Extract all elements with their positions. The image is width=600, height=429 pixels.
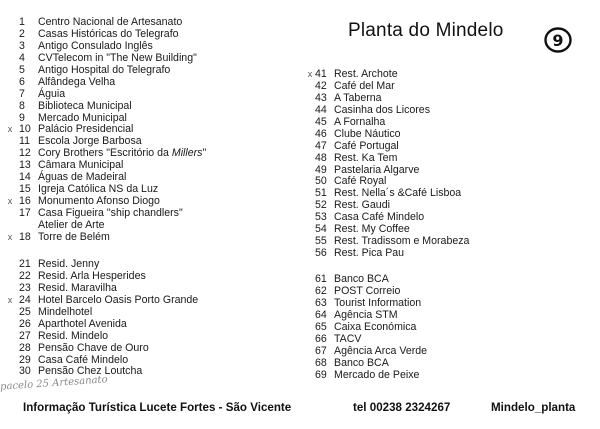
- checkmark-icon: x: [307, 69, 313, 79]
- legend-item-text: Atelier de Arte: [38, 218, 105, 231]
- legend-item-text: Pensão Chez Loutcha: [38, 365, 143, 378]
- legend-item-number: 17: [19, 207, 31, 219]
- legend-item-text: Tourist Information: [334, 296, 422, 309]
- legend-item-number: 12: [19, 147, 31, 160]
- legend-item-number: 49: [315, 163, 327, 176]
- legend-item-number: 41: [315, 68, 327, 80]
- circled-page-number: [544, 27, 572, 53]
- checkmark-icon: x: [7, 196, 13, 207]
- legend-item-number: 4: [19, 51, 25, 64]
- legend-item-number: 23: [19, 281, 31, 294]
- legend-item-text: Pastelaria Algarve: [334, 163, 420, 176]
- page-number: 9: [552, 31, 564, 50]
- legend-item-text: Café Portugal: [334, 139, 399, 152]
- handwritten-note: pacelo 25 Artesanato: [0, 374, 108, 393]
- legend-item-text: Casas Históricas do Telegrafo: [38, 27, 179, 40]
- legend-item-number: 69: [315, 368, 327, 381]
- legend-item-text: Caixa Económica: [334, 320, 417, 333]
- legend-item-emphasis: Millers: [171, 147, 203, 160]
- legend-item-text: Câmara Municipal: [38, 159, 124, 172]
- legend-item-text: Mindelhotel: [38, 305, 93, 318]
- legend-item-text: Rest. Archote: [334, 68, 398, 80]
- legend-item-number: 55: [315, 235, 327, 248]
- legend-item-number: 43: [315, 91, 327, 104]
- legend-item-text: Biblioteca Municipal: [38, 99, 132, 112]
- legend-item-text: Hotel Barcelo Oasis Porto Grande: [38, 293, 199, 306]
- legend-item-text: Aparthotel Avenida: [38, 317, 127, 330]
- legend-item-text: Águia: [38, 87, 66, 100]
- legend-item-number: 61: [315, 273, 327, 285]
- legend-item-text: Antigo Hospital do Telegrafo: [38, 63, 171, 76]
- legend-item-text: Mercado de Peixe: [334, 368, 420, 381]
- legend-item-text: Rest. Pica Pau: [334, 247, 405, 260]
- legend-item-number: 18: [19, 230, 31, 243]
- legend-item-number: 54: [315, 223, 327, 236]
- legend-item-text: Palácio Presidencial: [38, 123, 134, 136]
- legend-item-number: 11: [19, 135, 30, 148]
- legend-item-number: 8: [19, 99, 25, 112]
- checkmark-icon: x: [7, 231, 13, 242]
- legend-item-number: 2: [19, 27, 25, 40]
- legend-item-number: 22: [19, 269, 31, 282]
- legend-item-text: A Fornalha: [334, 115, 386, 128]
- legend-item-number: 3: [19, 39, 25, 52]
- legend-item-number: 26: [19, 317, 31, 330]
- legend-item-text: POST Correio: [334, 284, 401, 297]
- legend-item-number: 5: [19, 63, 25, 76]
- legend-item-number: 13: [19, 159, 31, 172]
- legend-item-number: 65: [315, 320, 327, 333]
- legend-item-text: Casa Café Mindelo: [38, 353, 129, 366]
- legend-item-text: Banco BCA: [334, 273, 389, 285]
- legend-item-number: 67: [315, 344, 327, 357]
- legend-item-number: 42: [315, 79, 327, 92]
- legend-item-number: 30: [19, 365, 31, 378]
- legend-item-number: 66: [315, 332, 327, 345]
- legend-item-number: 68: [315, 356, 327, 369]
- legend-item-text: Café Royal: [334, 175, 387, 188]
- footer-phone: tel 00238 2324267: [353, 401, 451, 414]
- legend-item-number: 63: [315, 296, 327, 309]
- legend-item-number: 16: [19, 195, 31, 208]
- legend-item-number: 25: [19, 305, 31, 318]
- legend-item-text: Rest. Ka Tem: [334, 151, 398, 164]
- legend-item-text: Torre de Belém: [38, 230, 110, 243]
- legend-item-text: Resid. Jenny: [38, 258, 100, 270]
- legend-item-text: Agência Arca Verde: [334, 344, 428, 357]
- legend-item-number: 10: [19, 123, 31, 136]
- checkmark-icon: x: [7, 294, 13, 305]
- legend-item-number: 28: [19, 341, 31, 354]
- legend-item-text: Clube Náutico: [334, 127, 401, 140]
- legend-item-text: Escola Jorge Barbosa: [38, 135, 142, 148]
- legend-item-number: 27: [19, 329, 31, 342]
- legend-item-text: Café del Mar: [334, 79, 395, 92]
- legend-item-text: Rest. Gaudi: [334, 199, 390, 212]
- footer-code: Mindelo_planta: [491, 401, 576, 414]
- legend-item-text: Rest. Nella´s &Café Lisboa: [334, 187, 462, 200]
- legend-item-text: Mercado Municipal: [38, 111, 127, 124]
- legend-item-text: Casa Figueira "ship chandlers": [38, 207, 183, 219]
- legend-item-text: A Taberna: [334, 91, 382, 104]
- legend-item-label: [334, 248, 404, 260]
- legend-item-number: 44: [315, 103, 327, 116]
- legend-item-text: Banco BCA: [334, 356, 389, 369]
- legend-item-text: Pensão Chave de Ouro: [38, 341, 149, 354]
- legend-item-text: Alfândega Velha: [38, 75, 116, 88]
- legend-item-text: Monumento Afonso Diogo: [38, 195, 160, 208]
- legend-item-text: Igreja Católica NS da Luz: [38, 183, 159, 196]
- legend-item-number: 24: [19, 293, 31, 306]
- legend-item-text: Rest. Tradissom e Morabeza: [334, 235, 470, 248]
- legend-item-number: 21: [19, 258, 31, 270]
- legend-item-text: Rest. My Coffee: [334, 223, 410, 236]
- legend-item-number: 53: [315, 211, 327, 224]
- footer-info: Informação Turística Lucete Fortes - São Vicente: [23, 401, 292, 414]
- legend-item-number: 56: [315, 247, 327, 260]
- legend-item-text: Agência STM: [334, 308, 398, 321]
- legend-item-text: Resid. Maravilha: [38, 281, 117, 294]
- legend-item-label: [334, 370, 419, 382]
- legend-item-number: 1: [19, 16, 25, 28]
- legend-item-number: 62: [315, 284, 327, 297]
- legend-item-text: Casa Café Mindelo: [334, 211, 425, 224]
- legend-item-text: Águas de Madeiral: [38, 171, 127, 184]
- legend-item-number: 9: [19, 111, 25, 124]
- legend-item-number: 52: [315, 199, 327, 212]
- legend-item-number: 48: [315, 151, 327, 164]
- legend-item-text: Antigo Consulado Inglês: [38, 39, 153, 52]
- legend-item-text: Casinha dos Licores: [334, 103, 430, 116]
- legend-item-text: Resid. Arla Hesperides: [38, 269, 146, 282]
- legend-item-text: Cory Brothers "Escritório da: [38, 147, 172, 160]
- legend-item-number: 29: [19, 353, 31, 366]
- legend-item-number: 6: [19, 75, 25, 88]
- legend-item-number: 45: [315, 115, 327, 128]
- legend-item-text: TACV: [334, 332, 362, 345]
- legend-item-number: 14: [19, 171, 31, 184]
- legend-item-number: 51: [315, 187, 327, 200]
- legend-item-number: 46: [315, 127, 327, 140]
- legend-item-label: [38, 232, 110, 244]
- legend-item-tail: ": [202, 147, 207, 160]
- legend-item-text: Resid. Mindelo: [38, 329, 109, 342]
- legend-item-number: 50: [315, 175, 327, 188]
- legend-item-number: 47: [315, 139, 327, 152]
- legend-item-number: 64: [315, 308, 327, 321]
- page-title: Planta do Mindelo: [348, 20, 504, 41]
- legend-item-number: 15: [19, 183, 31, 196]
- checkmark-icon: x: [7, 124, 13, 135]
- legend-item-number: 7: [19, 87, 25, 100]
- legend-item-text: Centro Nacional de Artesanato: [38, 16, 183, 28]
- legend-item-text: CVTelecom in "The New Building": [38, 51, 197, 64]
